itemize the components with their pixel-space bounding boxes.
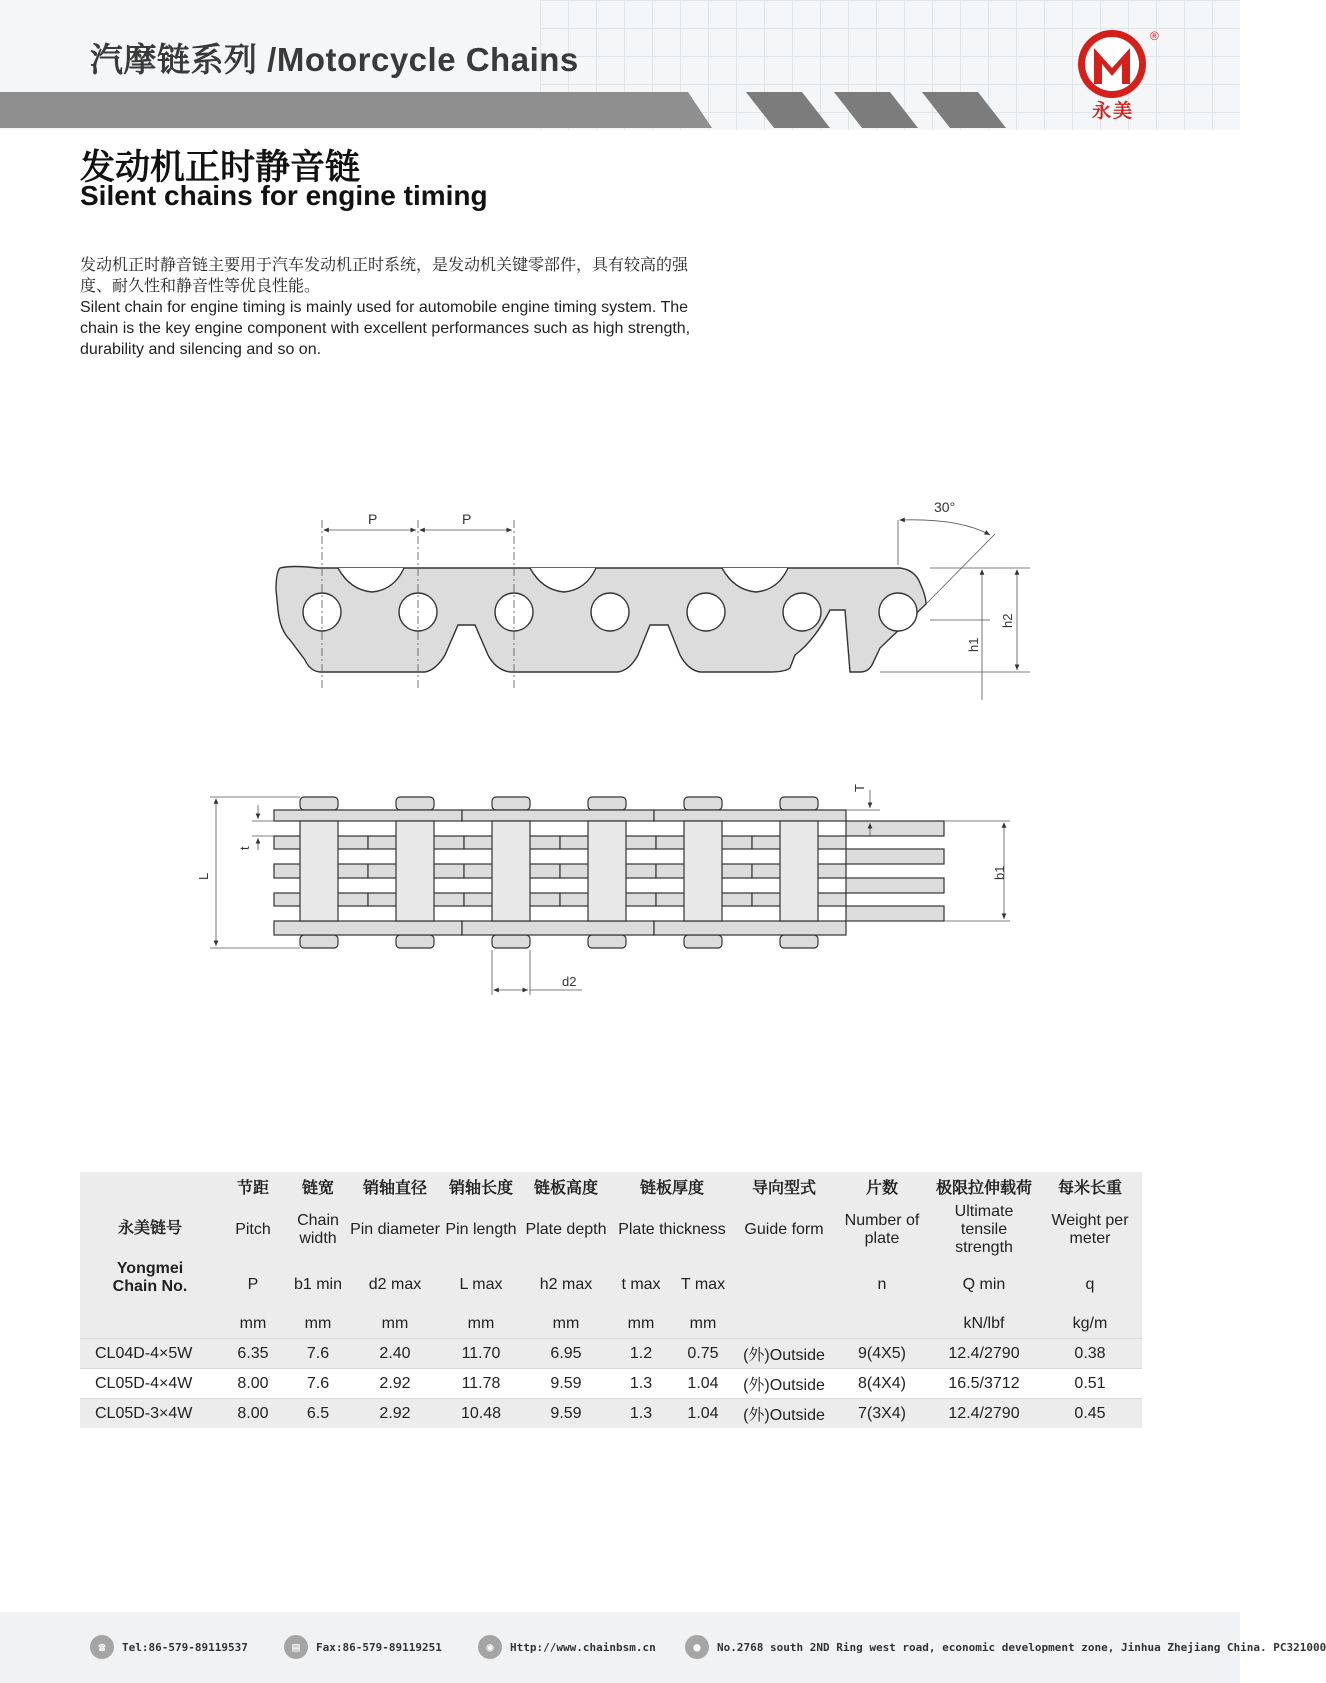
cell: 2.40 — [350, 1339, 440, 1369]
cell: 1.04 — [672, 1399, 734, 1429]
col-en: Pin diameter — [350, 1200, 440, 1260]
d2-label: d2 — [562, 974, 577, 989]
phone-icon: ☎ — [90, 1635, 114, 1659]
model-header-cn: 永美链号 — [117, 1219, 182, 1237]
col-unit: mm — [350, 1310, 440, 1339]
description-en: Silent chain for engine timing is mainly used for automobile engine timing system. The chain is the key engine component with excellent performances such as high strength, durability and silencing and so on. — [80, 299, 691, 358]
cell: 6.95 — [522, 1339, 610, 1369]
cell: 9(4X5) — [834, 1339, 930, 1369]
cell: 1.2 — [610, 1339, 672, 1369]
col-cn: 链板厚度 — [610, 1172, 734, 1200]
cell: 0.75 — [672, 1339, 734, 1369]
col-unit: kN/lbf — [930, 1310, 1038, 1339]
page-footer — [0, 1612, 1326, 1683]
cell-model: CL04D-4×5W — [80, 1339, 220, 1369]
footer-fax — [284, 1632, 442, 1662]
col-symbol: P — [220, 1260, 286, 1310]
header-band — [0, 92, 712, 128]
cell: 1.04 — [672, 1369, 734, 1399]
cell: 6.35 — [220, 1339, 286, 1369]
chain-side-view — [276, 567, 926, 673]
col-unit: mm — [672, 1310, 734, 1339]
cell: 2.92 — [350, 1369, 440, 1399]
col-unit: mm — [440, 1310, 522, 1339]
chain-top-view — [274, 797, 944, 948]
h2-label: h2 — [1000, 613, 1015, 628]
cell: 8.00 — [220, 1369, 286, 1399]
col-symbol: t max — [610, 1260, 672, 1310]
cell: 12.4/2790 — [930, 1399, 1038, 1429]
cell: 16.5/3712 — [930, 1369, 1038, 1399]
cell: 2.92 — [350, 1399, 440, 1429]
cell: 7.6 — [286, 1339, 350, 1369]
cell: (外)Outside — [734, 1369, 834, 1399]
fax-icon: ▤ — [284, 1635, 308, 1659]
col-unit: mm — [286, 1310, 350, 1339]
h1-label: h1 — [966, 637, 981, 652]
col-cn: 每米长重 — [1038, 1172, 1142, 1200]
footer-address — [685, 1632, 1326, 1662]
col-symbol: n — [834, 1260, 930, 1310]
cell: 11.70 — [440, 1339, 522, 1369]
col-cn: 片数 — [834, 1172, 930, 1200]
cell: 12.4/2790 — [930, 1339, 1038, 1369]
cell: 8.00 — [220, 1399, 286, 1429]
cell: 10.48 — [440, 1399, 522, 1429]
registered-mark: ® — [1150, 29, 1159, 43]
col-en: Guide form — [734, 1200, 834, 1260]
col-symbol: h2 max — [522, 1260, 610, 1310]
col-symbol: q — [1038, 1260, 1142, 1310]
cell: (外)Outside — [734, 1399, 834, 1429]
cell: 0.51 — [1038, 1369, 1142, 1399]
cell: 9.59 — [522, 1369, 610, 1399]
globe-icon: ◉ — [478, 1635, 502, 1659]
col-unit — [834, 1310, 930, 1339]
spec-table — [80, 1172, 1142, 1428]
col-symbol: Q min — [930, 1260, 1038, 1310]
cell: 9.59 — [522, 1399, 610, 1429]
table-row — [80, 1399, 1142, 1429]
cell: 1.3 — [610, 1399, 672, 1429]
pitch-label: P — [368, 511, 378, 527]
table-row — [80, 1339, 1142, 1369]
col-cn: 节距 — [220, 1172, 286, 1200]
cell-model: CL05D-3×4W — [80, 1399, 220, 1429]
col-en: Number of plate — [834, 1200, 930, 1260]
pitch-label: P — [462, 511, 472, 527]
footer-web[interactable] — [478, 1632, 656, 1662]
cell: 7(3X4) — [834, 1399, 930, 1429]
cell-model: CL05D-4×4W — [80, 1369, 220, 1399]
col-symbol: d2 max — [350, 1260, 440, 1310]
angle-label: 30° — [934, 499, 956, 515]
description-cn: 发动机正时静音链主要用于汽车发动机正时系统，是发动机关键零部件，具有较高的强度、耐久性和静音性等优良性能。 — [80, 257, 689, 295]
col-en: Chain width — [286, 1200, 350, 1260]
cell: 0.38 — [1038, 1339, 1142, 1369]
cell: 7.6 — [286, 1369, 350, 1399]
logo-text: 永美 — [1091, 101, 1134, 122]
col-unit: mm — [522, 1310, 610, 1339]
col-en: Plate depth — [522, 1200, 610, 1260]
col-en: Weight per meter — [1038, 1200, 1142, 1260]
page-title-en: Silent chains for engine timing — [80, 180, 488, 211]
location-pin-icon: ● — [685, 1635, 709, 1659]
footer-tel — [90, 1632, 248, 1662]
col-symbol — [734, 1260, 834, 1310]
col-en: Ultimate tensile strength — [930, 1200, 1038, 1260]
address-text: No.2768 south 2ND Ring west road, economic development zone, Jinhua Zhejiang China. PC321000 — [717, 1640, 1326, 1654]
col-cn: 导向型式 — [734, 1172, 834, 1200]
T-label: T — [852, 784, 867, 792]
model-header — [80, 1172, 220, 1339]
col-symbol: T max — [672, 1260, 734, 1310]
page-header — [0, 0, 1240, 130]
col-cn: 销轴直径 — [350, 1172, 440, 1200]
col-unit: kg/m — [1038, 1310, 1142, 1339]
tel-text: Tel:86-579-89119537 — [122, 1640, 248, 1654]
table-row — [80, 1369, 1142, 1399]
web-link[interactable]: Http://www.chainbsm.cn — [510, 1640, 656, 1654]
cell: 1.3 — [610, 1369, 672, 1399]
chain-technical-drawing — [0, 480, 1240, 1000]
col-en: Plate thickness — [610, 1200, 734, 1260]
fax-text: Fax:86-579-89119251 — [316, 1640, 442, 1654]
model-header-en: Yongmei Chain No. — [112, 1259, 188, 1295]
col-symbol: L max — [440, 1260, 522, 1310]
cell: 6.5 — [286, 1399, 350, 1429]
product-description — [80, 255, 700, 360]
col-symbol: b1 min — [286, 1260, 350, 1310]
col-cn: 链宽 — [286, 1172, 350, 1200]
col-cn: 链板高度 — [522, 1172, 610, 1200]
col-en: Pitch — [220, 1200, 286, 1260]
cell: (外)Outside — [734, 1339, 834, 1369]
col-unit — [734, 1310, 834, 1339]
col-en: Pin length — [440, 1200, 522, 1260]
cell: 11.78 — [440, 1369, 522, 1399]
cell: 8(4X4) — [834, 1369, 930, 1399]
t-label: t — [237, 846, 252, 850]
page-title-cn: 发动机正时静音链 — [80, 148, 361, 187]
col-cn: 极限拉伸载荷 — [930, 1172, 1038, 1200]
L-label: L — [196, 872, 211, 880]
col-cn: 销轴长度 — [440, 1172, 522, 1200]
cell: 0.45 — [1038, 1399, 1142, 1429]
col-unit: mm — [220, 1310, 286, 1339]
b1-label: b1 — [992, 865, 1007, 880]
series-title: 汽摩链系列 /Motorcycle Chains — [90, 41, 579, 78]
col-unit: mm — [610, 1310, 672, 1339]
